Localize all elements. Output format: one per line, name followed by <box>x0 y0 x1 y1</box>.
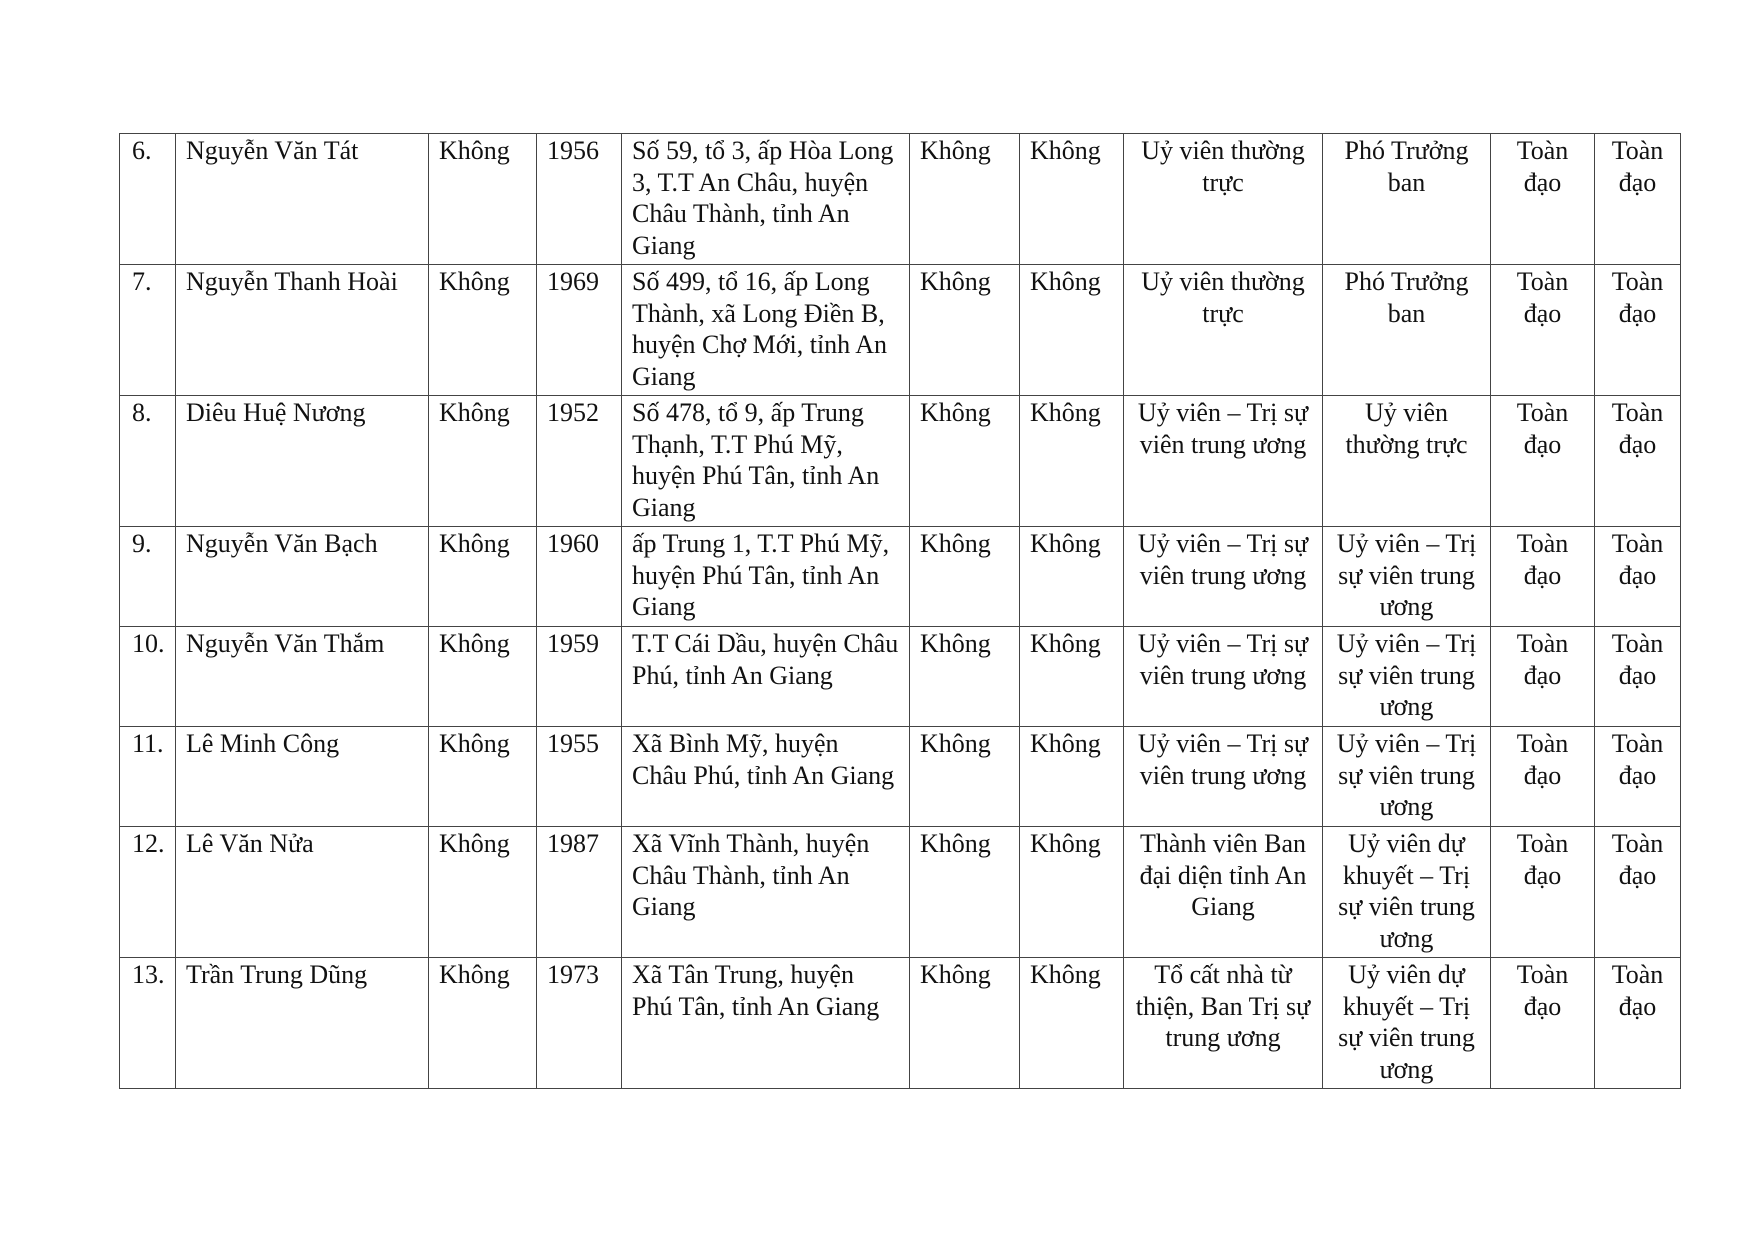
area-cell: Toàn đạo <box>1595 958 1681 1089</box>
column-7-cell: Không <box>1020 827 1124 958</box>
table-row <box>120 627 1681 727</box>
current-position-cell: Uỷ viên – Trị sự viên trung ương <box>1124 627 1323 727</box>
table-row <box>120 727 1681 827</box>
full-name-cell: Nguyễn Thanh Hoài <box>176 265 429 396</box>
row-number-cell: 10. <box>120 627 176 727</box>
table-row <box>120 265 1681 396</box>
current-position-cell: Uỷ viên thường trực <box>1124 134 1323 265</box>
current-position-cell: Uỷ viên – Trị sự viên trung ương <box>1124 396 1323 527</box>
row-number-cell: 7. <box>120 265 176 396</box>
full-name-cell: Lê Minh Công <box>176 727 429 827</box>
other-name-cell: Không <box>429 727 537 827</box>
full-name-cell: Nguyễn Văn Bạch <box>176 527 429 627</box>
full-name-cell: Nguyễn Văn Tát <box>176 134 429 265</box>
table-row <box>120 396 1681 527</box>
other-name-cell: Không <box>429 134 537 265</box>
current-position-cell: Uỷ viên thường trực <box>1124 265 1323 396</box>
other-name-cell: Không <box>429 827 537 958</box>
birth-year-cell: 1956 <box>537 134 622 265</box>
column-7-cell: Không <box>1020 527 1124 627</box>
address-cell: Số 499, tổ 16, ấp Long Thành, xã Long Điền B, huyện Chợ Mới, tỉnh An Giang <box>622 265 910 396</box>
scope-cell: Toàn đạo <box>1491 396 1595 527</box>
address-cell: Xã Bình Mỹ, huyện Châu Phú, tỉnh An Giang <box>622 727 910 827</box>
area-cell: Toàn đạo <box>1595 827 1681 958</box>
area-cell: Toàn đạo <box>1595 527 1681 627</box>
scope-cell: Toàn đạo <box>1491 627 1595 727</box>
column-6-cell: Không <box>910 396 1020 527</box>
area-cell: Toàn đạo <box>1595 627 1681 727</box>
birth-year-cell: 1959 <box>537 627 622 727</box>
birth-year-cell: 1969 <box>537 265 622 396</box>
column-7-cell: Không <box>1020 134 1124 265</box>
address-cell: ấp Trung 1, T.T Phú Mỹ, huyện Phú Tân, tỉnh An Giang <box>622 527 910 627</box>
full-name-cell: Nguyễn Văn Thắm <box>176 627 429 727</box>
row-number-cell: 9. <box>120 527 176 627</box>
column-7-cell: Không <box>1020 958 1124 1089</box>
address-cell: T.T Cái Dầu, huyện Châu Phú, tỉnh An Giang <box>622 627 910 727</box>
column-7-cell: Không <box>1020 627 1124 727</box>
proposed-position-cell: Uỷ viên – Trị sự viên trung ương <box>1323 627 1491 727</box>
table-row <box>120 134 1681 265</box>
other-name-cell: Không <box>429 265 537 396</box>
other-name-cell: Không <box>429 527 537 627</box>
table-row <box>120 527 1681 627</box>
scope-cell: Toàn đạo <box>1491 727 1595 827</box>
column-6-cell: Không <box>910 134 1020 265</box>
row-number-cell: 12. <box>120 827 176 958</box>
members-table <box>119 133 1681 1089</box>
row-number-cell: 13. <box>120 958 176 1089</box>
scope-cell: Toàn đạo <box>1491 134 1595 265</box>
row-number-cell: 6. <box>120 134 176 265</box>
area-cell: Toàn đạo <box>1595 396 1681 527</box>
column-7-cell: Không <box>1020 265 1124 396</box>
current-position-cell: Uỷ viên – Trị sự viên trung ương <box>1124 727 1323 827</box>
address-cell: Số 478, tổ 9, ấp Trung Thạnh, T.T Phú Mỹ, huyện Phú Tân, tỉnh An Giang <box>622 396 910 527</box>
current-position-cell: Uỷ viên – Trị sự viên trung ương <box>1124 527 1323 627</box>
proposed-position-cell: Uỷ viên dự khuyết – Trị sự viên trung ương <box>1323 958 1491 1089</box>
row-number-cell: 8. <box>120 396 176 527</box>
area-cell: Toàn đạo <box>1595 265 1681 396</box>
proposed-position-cell: Uỷ viên – Trị sự viên trung ương <box>1323 527 1491 627</box>
proposed-position-cell: Uỷ viên thường trực <box>1323 396 1491 527</box>
full-name-cell: Lê Văn Nửa <box>176 827 429 958</box>
column-7-cell: Không <box>1020 727 1124 827</box>
full-name-cell: Diêu Huệ Nương <box>176 396 429 527</box>
area-cell: Toàn đạo <box>1595 727 1681 827</box>
current-position-cell: Tổ cất nhà từ thiện, Ban Trị sự trung ương <box>1124 958 1323 1089</box>
current-position-cell: Thành viên Ban đại diện tỉnh An Giang <box>1124 827 1323 958</box>
column-6-cell: Không <box>910 727 1020 827</box>
column-7-cell: Không <box>1020 396 1124 527</box>
birth-year-cell: 1952 <box>537 396 622 527</box>
proposed-position-cell: Phó Trưởng ban <box>1323 265 1491 396</box>
table-row <box>120 958 1681 1089</box>
scope-cell: Toàn đạo <box>1491 265 1595 396</box>
proposed-position-cell: Phó Trưởng ban <box>1323 134 1491 265</box>
address-cell: Xã Tân Trung, huyện Phú Tân, tỉnh An Giang <box>622 958 910 1089</box>
proposed-position-cell: Uỷ viên – Trị sự viên trung ương <box>1323 727 1491 827</box>
column-6-cell: Không <box>910 265 1020 396</box>
other-name-cell: Không <box>429 627 537 727</box>
birth-year-cell: 1960 <box>537 527 622 627</box>
row-number-cell: 11. <box>120 727 176 827</box>
other-name-cell: Không <box>429 958 537 1089</box>
area-cell: Toàn đạo <box>1595 134 1681 265</box>
column-6-cell: Không <box>910 627 1020 727</box>
column-6-cell: Không <box>910 527 1020 627</box>
column-6-cell: Không <box>910 958 1020 1089</box>
birth-year-cell: 1973 <box>537 958 622 1089</box>
full-name-cell: Trần Trung Dũng <box>176 958 429 1089</box>
table-body <box>120 134 1681 1089</box>
column-6-cell: Không <box>910 827 1020 958</box>
scope-cell: Toàn đạo <box>1491 958 1595 1089</box>
table-row <box>120 827 1681 958</box>
address-cell: Xã Vĩnh Thành, huyện Châu Thành, tỉnh An Giang <box>622 827 910 958</box>
scope-cell: Toàn đạo <box>1491 827 1595 958</box>
scope-cell: Toàn đạo <box>1491 527 1595 627</box>
address-cell: Số 59, tổ 3, ấp Hòa Long 3, T.T An Châu, huyện Châu Thành, tỉnh An Giang <box>622 134 910 265</box>
other-name-cell: Không <box>429 396 537 527</box>
birth-year-cell: 1987 <box>537 827 622 958</box>
birth-year-cell: 1955 <box>537 727 622 827</box>
proposed-position-cell: Uỷ viên dự khuyết – Trị sự viên trung ương <box>1323 827 1491 958</box>
